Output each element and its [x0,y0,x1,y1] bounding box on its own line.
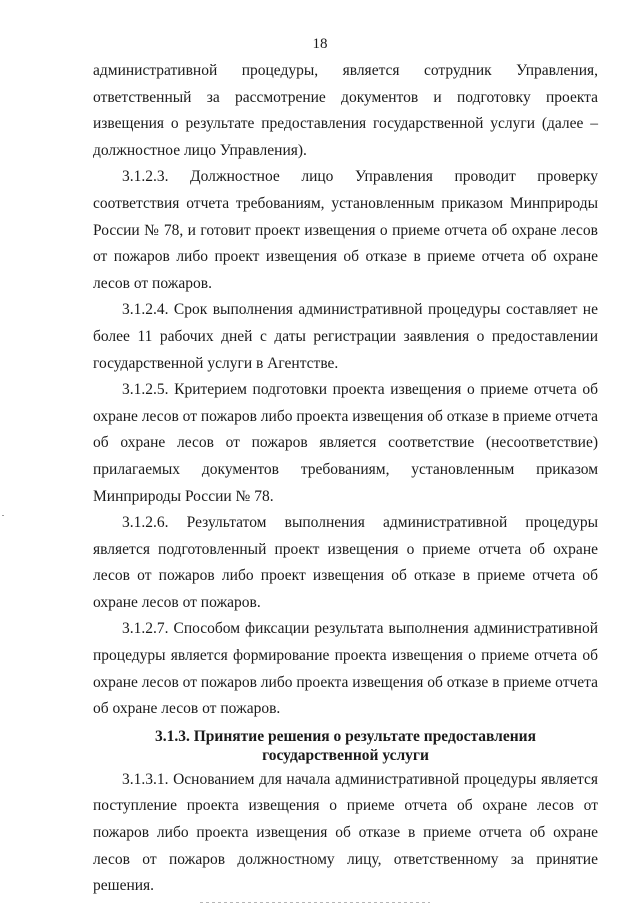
scan-artifact-left [2,515,4,516]
section-heading-line2: государственной услуги [262,746,429,764]
paragraph-3-1-3-1: 3.1.3.1. Основанием для начала административной процедуры является поступление проекта извещения о приеме отчета об охране лесов от пожаров либо проекта извещения об отказе в приеме отчета об охране лесов от пожаров должностному лицу, ответственному за принятие решения. [93,770,598,895]
paragraph-3-1-2-4: 3.1.2.4. Срок выполнения административной процедуры составляет не более 11 рабочих дней с даты регистрации заявления о предоставлении государственной услуги в Агентстве. [93,301,598,372]
section-heading-line1: 3.1.3. Принятие решения о результате предоставления [154,727,536,745]
section-heading-3-1-3 [93,727,598,765]
paragraph-3-1-2-3: 3.1.2.3. Должностное лицо Управления проводит проверку соответствия отчета требованиям, установленным приказом Минприроды России № 78, и готовит проект извещения о приеме отчета об охране лесов от пожаров либо проект извещения об отказе в приеме отчета об охране лесов от пожаров. [93,168,598,292]
body-text [93,58,598,900]
paragraph-continuation: административной процедуры, является сотрудник Управления, ответственный за рассмотрение документов и подготовку проекта извещения о результате предоставления государственной услуги (далее – должностное лицо Управления). [93,62,598,159]
scan-artifact-bottom [200,902,430,903]
paragraph-3-1-2-7: 3.1.2.7. Способом фиксации результата выполнения административной процедуры является формирование проекта извещения о приеме отчета об охране лесов от пожаров либо проекта извещения об отказе в приеме отчета об охране лесов от пожаров. [93,620,598,718]
paragraph-3-1-2-6: 3.1.2.6. Результатом выполнения административной процедуры является подготовленный проект извещения о приеме отчета об охране лесов от пожаров либо проект извещения об отказе в приеме отчета об охране лесов от пожаров. [93,514,598,611]
page-number: 18 [312,36,328,52]
paragraph-3-1-2-5: 3.1.2.5. Критерием подготовки проекта извещения о приеме отчета об охране лесов от пожаров либо проекта извещения об отказе в приеме отчета об охране лесов от пожаров является соответствие (несоответствие) прилагаемых документов требованиям, установленным приказом Минприроды России № 78. [93,381,598,505]
